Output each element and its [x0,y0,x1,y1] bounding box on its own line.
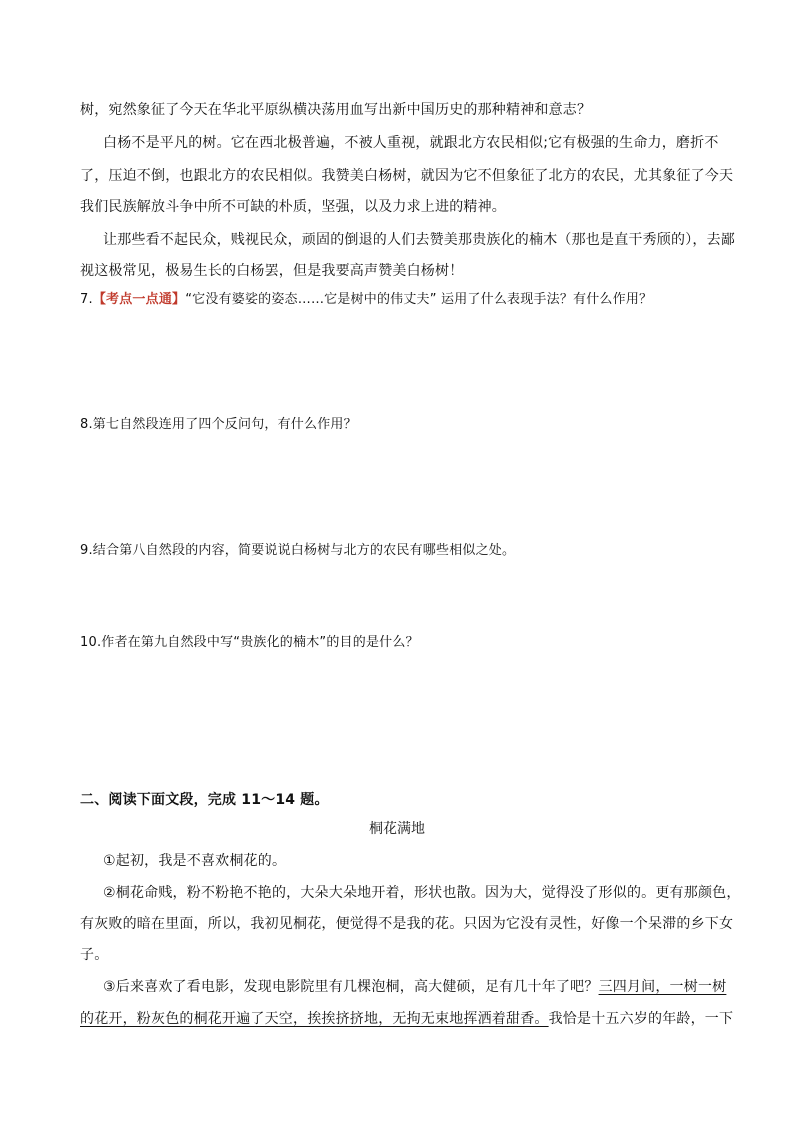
article-title: 桐花满地 [369,821,425,837]
article-paragraph-3-line-1 [103,977,743,997]
passage-line-2: 白杨不是平凡的树。它在西北极普遍，不被人重视，就跟北方农民相似;它有极强的生命力，磨折不 [103,135,719,151]
paragraph-3-text-cont: 我恰是十五六岁的年龄，一下 [548,1011,734,1027]
question-7-number: 7. [80,292,93,307]
article-paragraph-2-line-3: 子。 [80,947,109,963]
question-10: 10.作者在第九自然段中写“贵族化的楠木”的目的是什么？ [80,635,419,650]
paragraph-3-text: ③后来喜欢了看电影，发现电影院里有几棵泡桐，高大健硕，足有几十年了吧？ [103,979,599,995]
question-8: 8.第七自然段连用了四个反问句，有什么作用？ [80,417,357,432]
passage-line-6: 视这极常见，极易生长的白杨罢，但是我要高声赞美白杨树！ [80,263,464,279]
question-7 [80,290,720,310]
passage-line-3: 了，压迫不倒，也跟北方的农民相似。我赞美白杨树，就因为它不但象征了北方的农民，尤其象征了今天 [80,168,734,184]
article-paragraph-1: ①起初，我是不喜欢桐花的。 [103,853,287,869]
underlined-sentence-cont: 的花开，粉灰色的桐花开遍了天空，挨挨挤挤地，无拘无束地挥洒着甜香。 [80,1011,549,1027]
section-2-heading: 二、阅读下面文段，完成 11～14 题。 [80,792,329,808]
passage-line-4: 我们民族解放斗争中所不可缺的朴质，坚强，以及力求上进的精神。 [80,199,506,215]
article-paragraph-2-line-1: ②桐花命贱，粉不粉艳不艳的，大朵大朵地开着，形状也散。因为大，觉得没了形似的。更有那颜色， [103,885,741,901]
question-7-tag: 【考点一点通】 [92,292,186,307]
passage-line-1: 树，宛然象征了今天在华北平原纵横决荡用血写出新中国历史的那种精神和意志？ [80,102,592,118]
underlined-sentence: 三四月间，一树一树 [598,979,727,995]
passage-line-5: 让那些看不起民众，贱视民众，顽固的倒退的人们去赞美那贵族化的楠木（那也是直干秀颀的），去鄙 [103,232,735,248]
question-9: 9.结合第八自然段的内容，简要说说白杨树与北方的农民有哪些相似之处。 [80,543,516,558]
question-7-text: “它没有婆娑的姿态……它是树中的伟丈夫” 运用了什么表现手法？有什么作用？ [185,292,653,307]
article-paragraph-3-line-2 [80,1009,734,1029]
article-paragraph-2-line-2: 有灰败的暗在里面，所以，我初见桐花，便觉得不是我的花。只因为它没有灵性，好像一个呆滞的乡下女 [80,916,734,932]
